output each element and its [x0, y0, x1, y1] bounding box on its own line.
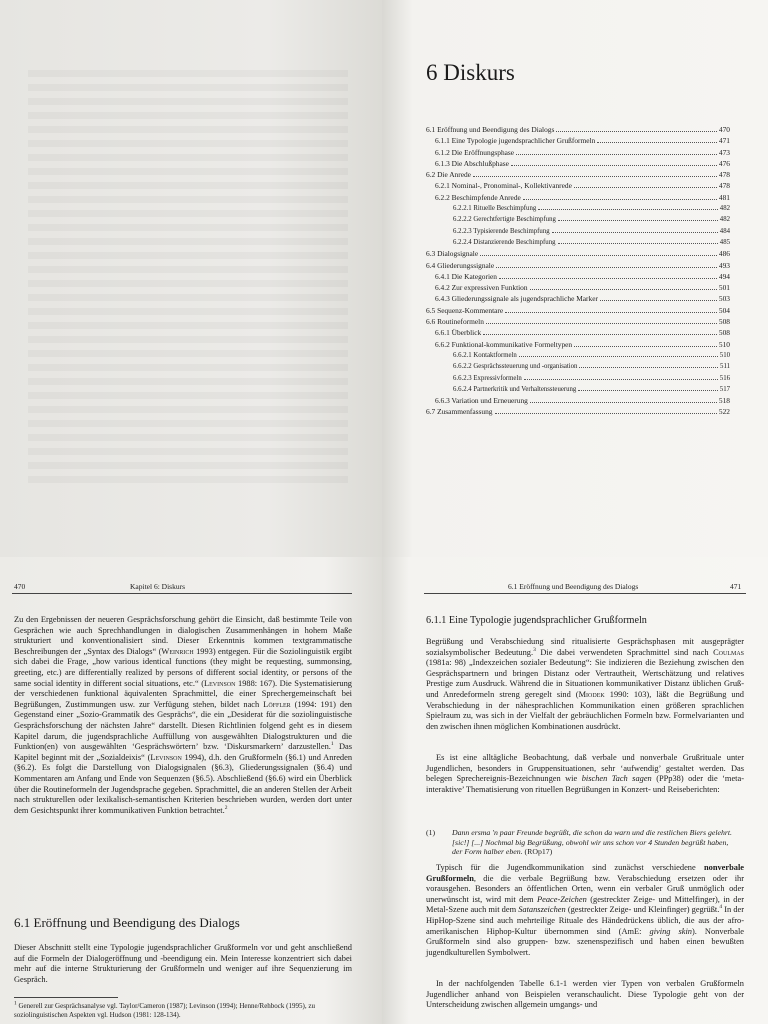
toc-entry: [426, 237, 730, 248]
toc-entry-label: 6.2.2.3 Typisierende Beschimpfung: [453, 227, 550, 235]
toc-entry: [426, 406, 730, 417]
toc-entry-page: 485: [719, 238, 730, 246]
toc-dot-leader: [495, 413, 717, 414]
toc-dot-leader: [519, 356, 718, 357]
toc-entry-page: 473: [718, 147, 730, 157]
toc-entry: [426, 147, 730, 158]
toc-entry: [426, 361, 730, 372]
toc-entry-page: 511: [720, 363, 730, 371]
toc-entry: [426, 305, 730, 316]
toc-dot-leader: [574, 187, 717, 188]
toc-dot-leader: [516, 154, 717, 155]
toc-entry-label: 6.4 Gliederungssignale: [426, 260, 495, 270]
toc-entry: [426, 214, 730, 225]
chapter-opening-page: [382, 0, 768, 557]
toc-entry-label: 6.1.3 Die Abschlußphase: [435, 158, 509, 168]
toc-entry-label: 6.4.2 Zur expressiven Funktion: [435, 283, 528, 293]
toc-entry: [426, 339, 730, 350]
toc-dot-leader: [600, 300, 717, 301]
footnote-marker: 2: [224, 804, 228, 811]
toc-entry-page: 476: [718, 158, 730, 168]
toc-dot-leader: [578, 390, 717, 391]
section-paragraph: Dieser Abschnitt stellt eine Typologie jugendsprachlicher Grußformeln vor und geht anschließend auf die Formeln der Dialogeröffnung und -beendigung ein. Mein Interesse konzentriert sich dabei mehr auf die interne Strukturierung der Grußformeln und weniger auf ihre Sequenzierung im Gespräch.: [14, 943, 352, 984]
toc-entry-page: 503: [718, 294, 730, 304]
toc-entry-page: 522: [718, 407, 730, 417]
toc-entry-page: 510: [719, 351, 730, 359]
toc-entry: [426, 169, 730, 180]
toc-entry-label: 6.6.2.1 Kontaktformeln: [453, 351, 517, 359]
footnote-marker: 4: [719, 904, 723, 911]
toc-dot-leader: [558, 220, 718, 221]
toc-dot-leader: [480, 255, 717, 256]
page-number: 471: [730, 582, 742, 591]
toc-entry-page: 501: [718, 283, 730, 293]
toc-entry-page: 481: [718, 192, 730, 202]
toc-dot-leader: [523, 199, 717, 200]
toc-entry: [426, 350, 730, 361]
toc-entry-page: 478: [718, 181, 730, 191]
toc-dot-leader: [552, 232, 718, 233]
footnote-marker: 3: [533, 646, 536, 653]
toc-entry: [426, 384, 730, 395]
toc-entry-page: 510: [718, 339, 730, 349]
toc-dot-leader: [538, 209, 718, 210]
toc-entry-page: 493: [718, 260, 730, 270]
toc-entry-label: 6.6.2.4 Partnerkritik und Verhaltenssteuerung: [453, 385, 577, 393]
toc-entry: [426, 158, 730, 169]
toc-entry-page: 471: [718, 136, 730, 146]
footnote-marker: 1: [330, 741, 334, 748]
toc-dot-leader: [556, 131, 717, 132]
toc-entry-page: 478: [718, 170, 730, 180]
toc-entry-label: 6.3 Dialogsignale: [426, 249, 479, 259]
toc-entry-label: 6.2.2.1 Rituelle Beschimpfung: [453, 205, 537, 213]
toc-entry: [426, 260, 730, 271]
toc-dot-leader: [511, 165, 717, 166]
toc-entry: [426, 327, 730, 338]
table-of-contents: [426, 124, 730, 418]
toc-entry: [426, 395, 730, 406]
bleed-through-texture: [28, 70, 348, 490]
header-rule: [424, 593, 746, 594]
chapter-title: 6 Diskurs: [426, 60, 515, 85]
page-470: [0, 557, 382, 1024]
toc-dot-leader: [505, 312, 717, 313]
toc-dot-leader: [473, 176, 717, 177]
toc-entry-page: 517: [719, 385, 730, 393]
toc-dot-leader: [486, 323, 717, 324]
intro-paragraph: Zu den Ergebnissen der neueren Gesprächsforschung gehört die Einsicht, daß bestimmte Teile von Gesprächen wie auch Sprechhandlungen in dialogischen Zusammenhängen in hohem Maße strukturiert und konventionalisiert sind. Dieser Erkenntnis kommen textgrammatische Beschreibungen der „Syntax des Dialogs“ (Weinrich 1993) entgegen. Für die Soziolinguistik ergibt sich dabei die Frage, „how various identical functions (they might be requesting, summonsing, greeting, etc.) are differentially realized by persons of different social identity, or persons of the same social identity in different social situations, etc.“ (Levinson 1988: 167). Die Systematisierung der verschiedenen funktional äquivalenten Sprachmittel, die einer Sprechergemeinschaft bei Begrüßungen, Zustimmungen usw. zur Verfügung stehen, bildet nach Löffler (1994: 191) den Gegenstand einer „Sozio-Grammatik des Gesprächs“, die ein „Desiderat für die soziolinguistische Gesprächsforschung der nächsten Jahre“ darstellt. Diesen Richtlinien folgend geht es in diesem Kapitel darum, die jugendsprachliche Auffüllung von ausgewählten Dialogstrukturen und die Funktion(en) von ausgewählten ‘Gesprächswörtern’ bzw. ‘Diskursmarkern’ darzustellen.$^1$ Das Kapitel beginnt mit der „Sozialdeixis“ (Levinson 1994), d.h. den Grußformeln (§6.1) und Anreden (§6.2). Es folgt die Darstellung von Dialogsignalen (§6.3), Gliederungssignalen (§6.4) und Kommentaren am Anfang und Ende von Sequenzen (§6.5). Abschließend (§6.6) wird ein Überblick über die Routineformeln der Jugendsprache gegeben. Sprachmittel, die an anderen Stellen der Arbeit nach strukturellen oder lexikalisch-semantischen Kriterien beschrieben wurden, werden dort unter dem Gesichtspunkt ihrer kommunikativen Funktion betrachtet.$^2$: [14, 615, 353, 815]
toc-entry: [426, 248, 730, 259]
toc-entry: [426, 316, 730, 327]
toc-entry: [426, 180, 730, 191]
toc-entry: [426, 373, 730, 384]
toc-dot-leader: [524, 379, 718, 380]
toc-entry: [426, 282, 730, 293]
toc-dot-leader: [574, 346, 717, 347]
toc-entry: [426, 271, 730, 282]
example-number: (1): [426, 828, 436, 837]
toc-entry: [426, 293, 730, 304]
running-head: Kapitel 6: Diskurs: [130, 582, 185, 591]
toc-entry-label: 6.1.1 Eine Typologie jugendsprachlicher Grußformeln: [435, 136, 596, 146]
toc-entry-label: 6.2.2 Beschimpfende Anrede: [435, 192, 521, 202]
blank-left-page: [0, 0, 382, 557]
example-1: [426, 828, 738, 857]
toc-dot-leader: [499, 278, 717, 279]
toc-entry-label: 6.4.3 Gliederungssignale als jugendsprachliche Marker: [435, 294, 598, 304]
toc-dot-leader: [530, 289, 717, 290]
toc-dot-leader: [597, 142, 717, 143]
toc-entry-label: 6.5 Sequenz-Kommentare: [426, 305, 504, 315]
running-head: 6.1 Eröffnung und Beendigung des Dialogs: [508, 582, 639, 591]
toc-entry-label: 6.1 Eröffnung und Beendigung des Dialogs: [426, 125, 555, 134]
toc-entry-label: 6.7 Zusammenfassung: [426, 407, 493, 417]
toc-entry: [426, 124, 730, 135]
toc-entry: [426, 226, 730, 237]
toc-entry-label: 6.2.2.2 Gerechtfertigte Beschimpfung: [453, 216, 556, 224]
toc-entry-label: 6.6.2 Funktional-kommunikative Formeltypen: [435, 339, 573, 349]
toc-entry-page: 504: [718, 305, 730, 315]
toc-entry-page: 470: [718, 125, 730, 134]
toc-entry-label: 6.6.2.3 Expressivformeln: [453, 374, 522, 382]
toc-entry: [426, 135, 730, 146]
example-quote: Dann ersma 'n paar Freunde begrüßt, die schon da warn und die restlichen Biers gelehrt. [sic!] [...] Nochmal big Begrüßung, obwohl wir uns schon vor 4 Stunden begrüßt haben, der Form halber eben. (ROp17): [452, 828, 733, 857]
toc-entry: [426, 192, 730, 203]
footnote-rule: [14, 997, 118, 998]
toc-dot-leader: [558, 243, 718, 244]
toc-entry-label: 6.6.3 Variation und Erneuerung: [435, 396, 528, 406]
toc-entry-page: 494: [718, 271, 730, 281]
paragraph-3: Typisch für die Jugendkommunikation sind zunächst verschiedene nonverbale Grußformeln, die die verbale Begrüßung bzw. Verabschiedung ersetzen oder ihr vorausgehen. Besonders an öffentlichen Orten, wenn ein verbaler Gruß unmöglich oder unerwünscht ist, wird mit dem Peace-Zeichen (gestreckter Zeige- und Mittelfinger), in der Metal-Szene auch mit dem Satanszeichen (gestreckter Zeige- und Kleinfinger) gegrüßt.$^4$ In der HipHop-Szene sind auch mehrteilige Rituale des Händedrückens üblich, die aus der afro-amerikanischen Hiphop-Kultur übernommen sind (AmE: giving skin). Nonverbale Grußformeln sind also gruppen- bzw. szenenspezifisch und haben einen bewußten jugendkulturellen Symbolwert.: [426, 863, 745, 957]
toc-entry-label: 6.6.1 Überblick: [435, 328, 482, 338]
paragraph-4: In der nachfolgenden Tabelle 6.1-1 werden vier Typen von verbalen Grußformeln Jugendlicher anhand von Beispielen veranschaulicht. Diese Typologie geht von der Unterscheidung zwischen allgemein umgangs- und: [426, 979, 744, 1010]
toc-entry-label: 6.6.2.2 Gesprächssteuerung und -organisation: [453, 363, 578, 371]
page-471: [382, 557, 768, 1024]
toc-entry-page: 482: [719, 205, 730, 213]
toc-entry-label: 6.2 Die Anrede: [426, 170, 471, 180]
footnote: $^1$ Generell zur Gesprächsanalyse vgl. Taylor/Cameron (1987); Levinson (1994); Henne/Rehbock (1995), zu soziolinguistischen Aspekten vgl. Hudson (1981: 128-134).: [14, 1000, 315, 1019]
toc-entry-label: 6.1.2 Die Eröffnungsphase: [435, 147, 515, 157]
toc-entry-page: 508: [718, 317, 730, 327]
toc-entry-page: 518: [718, 396, 730, 406]
toc-entry-page: 482: [719, 216, 730, 224]
toc-entry-label: 6.2.2.4 Distanzierende Beschimpfung: [453, 238, 556, 246]
toc-entry-page: 516: [719, 374, 730, 382]
toc-dot-leader: [579, 367, 718, 368]
paragraph-2: Es ist eine alltägliche Beobachtung, daß verbale und nonverbale Grußrituale unter Jugendlichen, besonders in Gruppensituationen, sehr ‘aufwendig’ gestaltet werden. Das belegen Sprechereignis-Bezeichnungen wie bischen Tach sagen (PPp38) oder die ‘meta-interaktive’ Thematisierung von rituellen Begrüßungen in Konzert- und Reiseberichten:: [426, 753, 744, 794]
paragraph-1: Begrüßung und Verabschiedung sind ritualisierte Gesprächsphasen mit ausgeprägter sozialsymbolischer Bedeutung.$^3$ Die dabei verwendeten Sprachmittel sind nach Coulmas (1981a: 98) „Indexzeichen sozialer Bedeutung“: Sie indizieren die Beziehung zwischen den Gesprächspartnern und bringen Distanz oder Vertrautheit, Wertschätzung und relatives Prestige zum Ausdruck. Während die in Situationen kommunikativer Distanz üblichen Gruß- und Anredeformeln streng geregelt sind (Miodek 1990: 103), läßt die Begrüßung und Verabschiedung in der nähesprachlichen Kommunikation einen größeren sprachlichen Spielraum zu, was sich in der Vielfalt der gebräuchlichen Formeln bzw. Formelvarianten und den zwischen ihnen möglichen Kombinationen ausdrückt.: [426, 637, 744, 731]
toc-entry-page: 486: [718, 249, 730, 259]
section-heading: 6.1 Eröffnung und Beendigung des Dialogs: [14, 915, 240, 930]
toc-dot-leader: [496, 267, 717, 268]
toc-entry-label: 6.6 Routineformeln: [426, 317, 484, 327]
toc-entry-page: 508: [718, 328, 730, 338]
toc-entry-label: 6.2.1 Nominal-, Pronominal-, Kollektivanrede: [435, 181, 572, 191]
subsection-heading: 6.1.1 Eine Typologie jugendsprachlicher Grußformeln: [426, 615, 647, 626]
toc-entry-label: 6.4.1 Die Kategorien: [435, 271, 497, 281]
toc-entry-page: 484: [719, 227, 730, 235]
header-rule: [12, 593, 352, 594]
toc-dot-leader: [483, 334, 717, 335]
toc-dot-leader: [530, 402, 717, 403]
toc-entry: [426, 203, 730, 214]
page-number: 470: [14, 582, 26, 591]
